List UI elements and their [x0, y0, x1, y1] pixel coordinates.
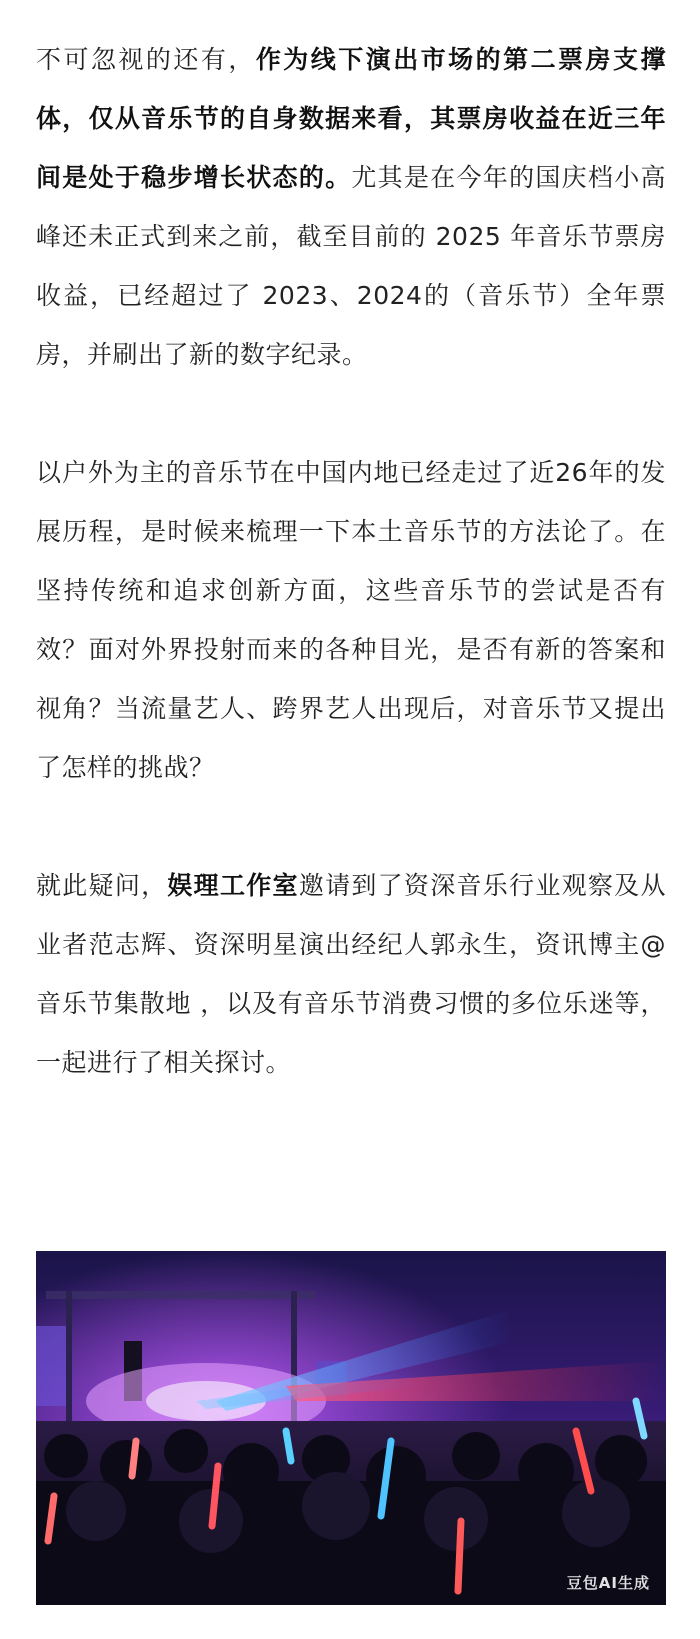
concert-photo [36, 1251, 666, 1605]
paragraph-3 [36, 856, 666, 1092]
paragraph-1 [36, 30, 666, 384]
ai-generated-watermark: 豆包AI生成 [566, 1574, 650, 1592]
article-body [36, 30, 666, 1092]
paragraph-1-bold: 作为线下演出市场的第二票房支撑体，仅从音乐节的自身数据来看，其票房收益在近三年间是处于稳步增长状态的。 [36, 45, 666, 192]
concert-illustration [36, 1251, 666, 1605]
paragraph-3-rest: 邀请到了资深音乐行业观察及从业者范志辉、资深明星演出经纪人郭永生，资讯博主@音乐节集散地 ，以及有音乐节消费习惯的多位乐迷等，一起进行了相关探讨。 [36, 871, 666, 1077]
paragraph-2: 以户外为主的音乐节在中国内地已经走过了近26年的发展历程，是时候来梳理一下本土音乐节的方法论了。在坚持传统和追求创新方面，这些音乐节的尝试是否有效？面对外界投射而来的各种目光，是否有新的答案和视角？当流量艺人、跨界艺人出现后，对音乐节又提出了怎样的挑战？ [36, 458, 666, 782]
paragraph-3-bold: 娱理工作室 [167, 871, 299, 900]
paragraph-1-rest: 尤其是在今年的国庆档小高峰还未正式到来之前，截至目前的 2025 年音乐节票房收益，已经超过了 2023、2024的（音乐节）全年票房，并刷出了新的数字纪录。 [36, 163, 666, 369]
paragraph-3-intro: 就此疑问， [36, 871, 168, 900]
paragraph-1-intro: 不可忽视的还有， [36, 45, 256, 74]
